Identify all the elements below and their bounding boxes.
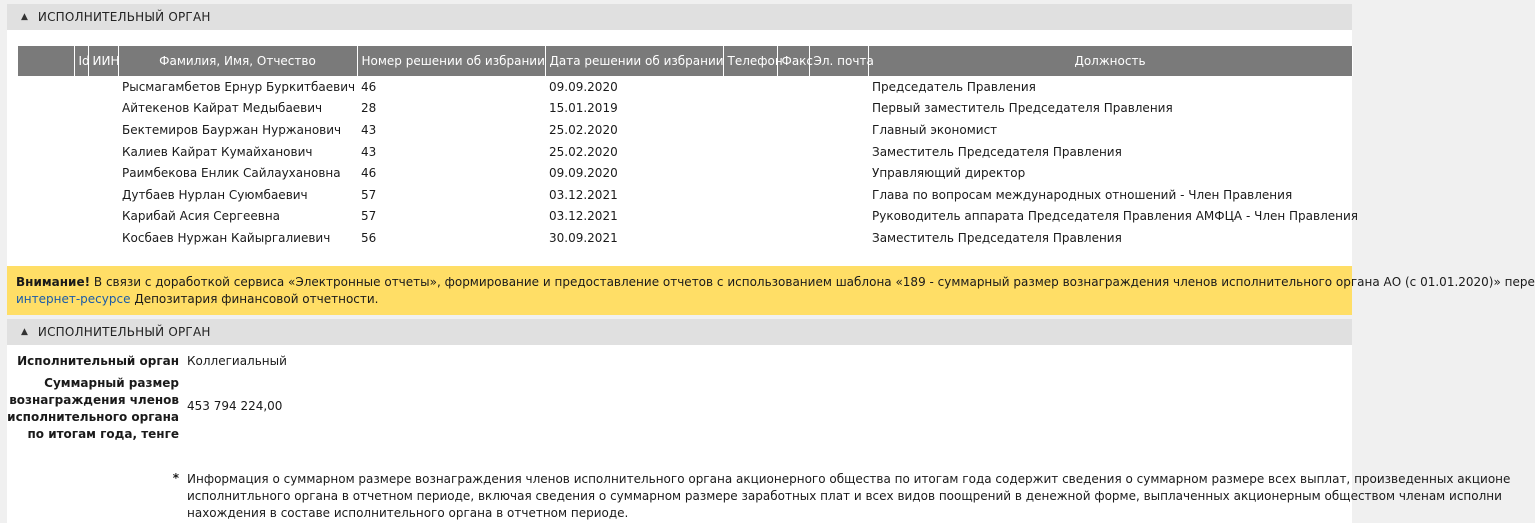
table-row[interactable] (18, 206, 1352, 228)
id-cell (74, 141, 88, 163)
decision-number-cell: 57 (361, 209, 377, 224)
table-row[interactable] (18, 227, 1352, 249)
row-select-cell (18, 184, 74, 206)
full-name-cell: Дутбаев Нурлан Суюмбаевич (122, 187, 308, 202)
decision-number-cell: 56 (361, 230, 377, 245)
fax-cell (777, 76, 809, 98)
column-header-full-name-column[interactable]: Фамилия, Имя, Отчество (118, 46, 357, 76)
executive-body-summary-section (7, 319, 1511, 523)
decision-date-cell: 03.12.2021 (549, 187, 618, 202)
full-name-cell: Раимбекова Енлик Сайлаухановна (122, 166, 341, 181)
iin-cell (88, 227, 118, 249)
decision-date-cell: 09.09.2020 (549, 79, 618, 94)
column-header-id-column[interactable]: Id (74, 46, 88, 76)
phone-cell (723, 98, 777, 120)
collapse-triangle-icon[interactable]: ▲ (21, 327, 28, 337)
note-marker: * (172, 471, 179, 485)
warning-text-2: Депозитария финансовой отчетности. (134, 292, 379, 306)
iin-cell (88, 98, 118, 120)
phone-cell (723, 119, 777, 141)
id-cell (74, 184, 88, 206)
fax-cell (777, 141, 809, 163)
email-cell (809, 119, 868, 141)
remuneration-note (187, 471, 1511, 522)
column-header-decision-date-column[interactable]: Дата решении об избрании (545, 46, 723, 76)
summary-panel (7, 345, 1511, 523)
full-name-cell: Косбаев Нуржан Кайыргалиевич (122, 230, 331, 245)
full-name-cell: Карибай Асия Сергеевна (122, 209, 281, 224)
full-name-cell: Калиев Кайрат Кумайханович (122, 144, 313, 159)
iin-cell (88, 119, 118, 141)
full-name-cell: Рысмагамбетов Ернур Буркитбаевич (122, 79, 356, 94)
phone-cell (723, 227, 777, 249)
decision-number-cell: 57 (361, 187, 377, 202)
decision-number-cell: 46 (361, 166, 377, 181)
section-header-executive-body-summary[interactable] (7, 319, 1352, 345)
row-select-cell (18, 206, 74, 228)
email-cell (809, 141, 868, 163)
table-body (18, 76, 1359, 249)
position-cell: Главный экономист (872, 122, 998, 137)
fax-cell (777, 184, 809, 206)
position-cell: Первый заместитель Председателя Правления (872, 101, 1173, 116)
phone-cell (723, 184, 777, 206)
column-header-email-column[interactable]: Эл. почта (809, 46, 868, 76)
field-value: Коллегиальный (187, 354, 287, 368)
table-row[interactable] (18, 162, 1352, 184)
email-cell (809, 76, 868, 98)
id-cell (74, 162, 88, 184)
warning-text: В связи с доработкой сервиса «Электронные отчеты», формирование и предоставление отчетов с использованием шаблона «189 - суммарный размер вознаграждения членов исполнительного органа АО (с 01.01.2020)» пере (93, 275, 1535, 289)
iin-cell (88, 206, 118, 228)
executive-body-table (18, 46, 1359, 249)
row-select-cell (18, 141, 74, 163)
position-cell: Руководитель аппарата Председателя Правления АМФЦА - Член Правления (872, 209, 1359, 224)
field-label: Исполнительный орган (17, 354, 179, 368)
full-name-cell: Айтекенов Кайрат Медыбаевич (122, 101, 323, 116)
iin-cell (88, 162, 118, 184)
decision-number-cell: 43 (361, 122, 377, 137)
id-cell (74, 227, 88, 249)
decision-date-cell: 25.02.2020 (549, 122, 618, 137)
email-cell (809, 162, 868, 184)
email-cell (809, 184, 868, 206)
row-select-cell (18, 98, 74, 120)
id-cell (74, 119, 88, 141)
internet-resource-link[interactable]: интернет-ресурсе (16, 292, 131, 306)
full-name-cell: Бектемиров Бауржан Нуржанович (122, 122, 342, 137)
column-header-fax-column[interactable]: Факс (777, 46, 809, 76)
fax-cell (777, 98, 809, 120)
row-select-cell (18, 162, 74, 184)
table-row[interactable] (18, 119, 1352, 141)
id-cell (74, 76, 88, 98)
email-cell (809, 227, 868, 249)
decision-date-cell: 25.02.2020 (549, 144, 618, 159)
column-header-phone-column[interactable]: Телефон (723, 46, 777, 76)
fax-cell (777, 162, 809, 184)
warning-banner (7, 266, 1535, 315)
decision-date-cell: 15.01.2019 (549, 101, 618, 116)
note-line: Информация о суммарном размере вознаграждения членов исполнительного органа акционерного общества по итогам года содержит сведения о суммарном размере всех выплат, произведенных акционе (187, 472, 1511, 486)
id-cell (74, 98, 88, 120)
row-select-cell (18, 119, 74, 141)
decision-date-cell: 30.09.2021 (549, 230, 618, 245)
decision-date-cell: 03.12.2021 (549, 209, 618, 224)
table-header-row (18, 46, 1352, 76)
section-title: ИСПОЛНИТЕЛЬНЫЙ ОРГАН (37, 10, 211, 24)
phone-cell (723, 76, 777, 98)
column-header-select-column[interactable] (18, 46, 74, 76)
row-select-cell (18, 227, 74, 249)
id-cell (74, 206, 88, 228)
phone-cell (723, 141, 777, 163)
position-cell: Заместитель Председателя Правления (872, 230, 1122, 245)
field-value: 453 794 224,00 (187, 399, 283, 413)
note-line: нахождения в составе исполнительного органа в отчетном периоде. (187, 506, 629, 520)
position-cell: Глава по вопросам международных отношений - Член Правления (872, 187, 1293, 202)
position-cell: Управляющий директор (872, 166, 1026, 181)
table-row[interactable] (18, 184, 1352, 206)
table-panel (7, 30, 1359, 276)
column-header-position-column[interactable]: Должность (868, 46, 1352, 76)
email-cell (809, 206, 868, 228)
fax-cell (777, 227, 809, 249)
decision-number-cell: 28 (361, 101, 377, 116)
column-header-iin-column[interactable]: ИИН (88, 46, 118, 76)
decision-number-cell: 43 (361, 144, 377, 159)
section-title: ИСПОЛНИТЕЛЬНЫЙ ОРГАН (37, 325, 211, 339)
iin-cell (88, 141, 118, 163)
email-cell (809, 98, 868, 120)
executive-body-section (7, 4, 1359, 276)
row-select-cell (18, 76, 74, 98)
decision-date-cell: 09.09.2020 (549, 166, 618, 181)
fax-cell (777, 119, 809, 141)
section-header-executive-body[interactable] (7, 4, 1352, 30)
table-row[interactable] (18, 141, 1352, 163)
position-cell: Председатель Правления (872, 79, 1036, 94)
iin-cell (88, 184, 118, 206)
phone-cell (723, 206, 777, 228)
field-label: Суммарный размер вознаграждения членов исполнительного органа по итогам года, тенге (7, 376, 179, 441)
decision-number-cell: 46 (361, 79, 377, 94)
iin-cell (88, 76, 118, 98)
table-row[interactable] (18, 76, 1352, 98)
fax-cell (777, 206, 809, 228)
phone-cell (723, 162, 777, 184)
position-cell: Заместитель Председателя Правления (872, 144, 1122, 159)
warning-label: Внимание! (16, 275, 91, 289)
note-line: исполнитльного органа в отчетном периоде, включая сведения о суммарном размере заработных плат и всех видов поощрений в денежной форме, выплаченных акционерным обществом членам исполни (187, 489, 1502, 503)
collapse-triangle-icon[interactable]: ▲ (21, 12, 28, 22)
column-header-decision-number-column[interactable]: Номер решении об избрании (357, 46, 545, 76)
table-row[interactable] (18, 98, 1352, 120)
